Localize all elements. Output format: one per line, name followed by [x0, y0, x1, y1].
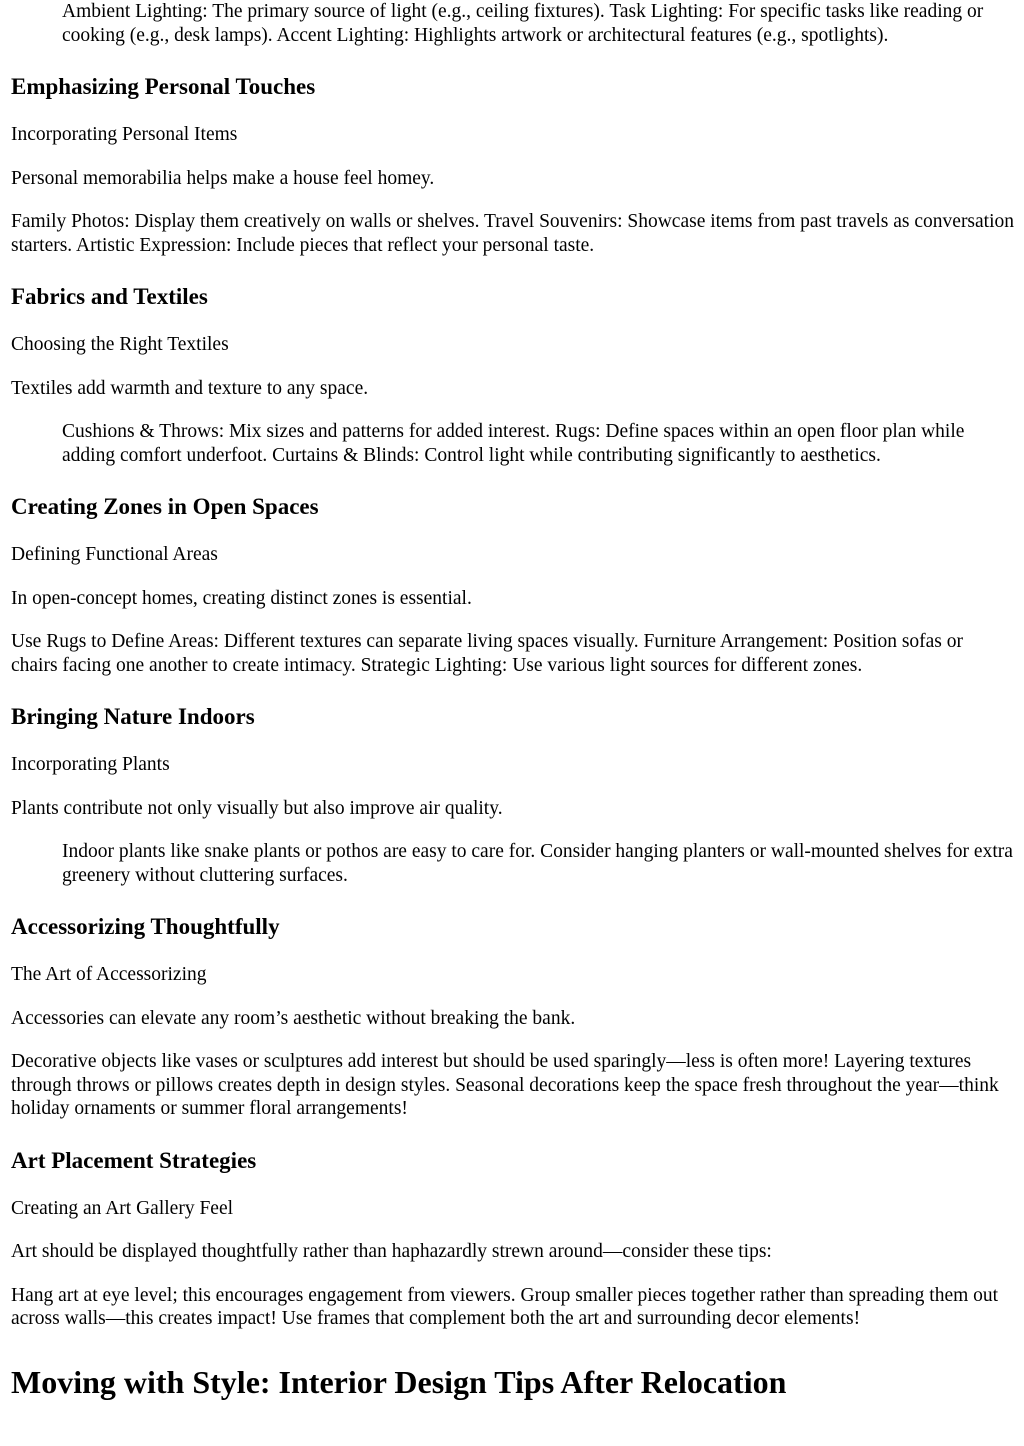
- section-subheading-functional-areas: Defining Functional Areas: [11, 544, 218, 565]
- section-body-art: Hang art at eye level; this encourages engagement from viewers. Group smaller pieces together rather than spreading them out across walls—this creates impact! Use frames that complement both the art and surrounding decor elements!: [11, 1284, 999, 1329]
- section-body-plants: Indoor plants like snake plants or pothos are easy to care for. Consider hanging planters or wall-mounted shelves for extra greenery without cluttering surfaces.: [62, 841, 1013, 886]
- section-heading-nature: Bringing Nature Indoors: [11, 704, 255, 729]
- section-subheading-accessorizing: The Art of Accessorizing: [11, 964, 207, 985]
- section-subheading-plants: Incorporating Plants: [11, 754, 170, 775]
- section-body-zones: Use Rugs to Define Areas: Different textures can separate living spaces visually. Furniture Arrangement: Position sofas or chairs facing one another to create intimacy. Strategic Lighting: Use various light sources for different zones.: [11, 631, 964, 676]
- section-lead-art: Art should be displayed thoughtfully rather than haphazardly strewn around—consider these tips:: [11, 1241, 772, 1262]
- section-lead-zones: In open-concept homes, creating distinct zones is essential.: [11, 587, 472, 609]
- section-lead-plants: Plants contribute not only visually but also improve air quality.: [11, 797, 503, 819]
- section-body-personal: Family Photos: Display them creatively on walls or shelves. Travel Souvenirs: Showcase items from past travels as conversation starters. Artistic Expression: Include pieces that reflect your personal taste.: [11, 211, 1015, 256]
- section-heading-personal-touches: Emphasizing Personal Touches: [11, 74, 316, 99]
- lighting-types-blockquote: Ambient Lighting: The primary source of light (e.g., ceiling fixtures). Task Lighting: For specific tasks like reading or cooking (e.g., desk lamps). Accent Lighting: Highlights artwork or architectural features (e.g., spotlights).: [62, 1, 984, 46]
- section-heading-accessorizing: Accessorizing Thoughtfully: [11, 914, 280, 939]
- section-heading-zones: Creating Zones in Open Spaces: [11, 494, 319, 519]
- section-heading-fabrics: Fabrics and Textiles: [11, 284, 208, 309]
- section-body-accessorizing: Decorative objects like vases or sculptures add interest but should be used sparingly—less is often more! Layering textures through throws or pillows creates depth in design styles. Seasonal decorations keep the space fresh throughout the year—think holiday ornaments or summer floral arrangements!: [11, 1051, 999, 1119]
- section-subheading-personal-items: Incorporating Personal Items: [11, 124, 238, 145]
- main-heading: Moving with Style: Interior Design Tips After Relocation: [11, 1363, 787, 1400]
- section-lead-textiles: Textiles add warmth and texture to any space.: [11, 377, 369, 399]
- section-subheading-art-gallery: Creating an Art Gallery Feel: [11, 1197, 234, 1219]
- section-heading-art-placement: Art Placement Strategies: [11, 1147, 257, 1173]
- section-lead-accessorizing: Accessories can elevate any room’s aesthetic without breaking the bank.: [11, 1007, 576, 1029]
- section-body-textiles: Cushions & Throws: Mix sizes and patterns for added interest. Rugs: Define spaces within an open floor plan while adding comfort underfoot. Curtains & Blinds: Control light while contributing significantly to aesthetics.: [62, 421, 965, 466]
- section-subheading-textiles: Choosing the Right Textiles: [11, 334, 229, 355]
- section-lead-personal: Personal memorabilia helps make a house feel homey.: [11, 167, 435, 189]
